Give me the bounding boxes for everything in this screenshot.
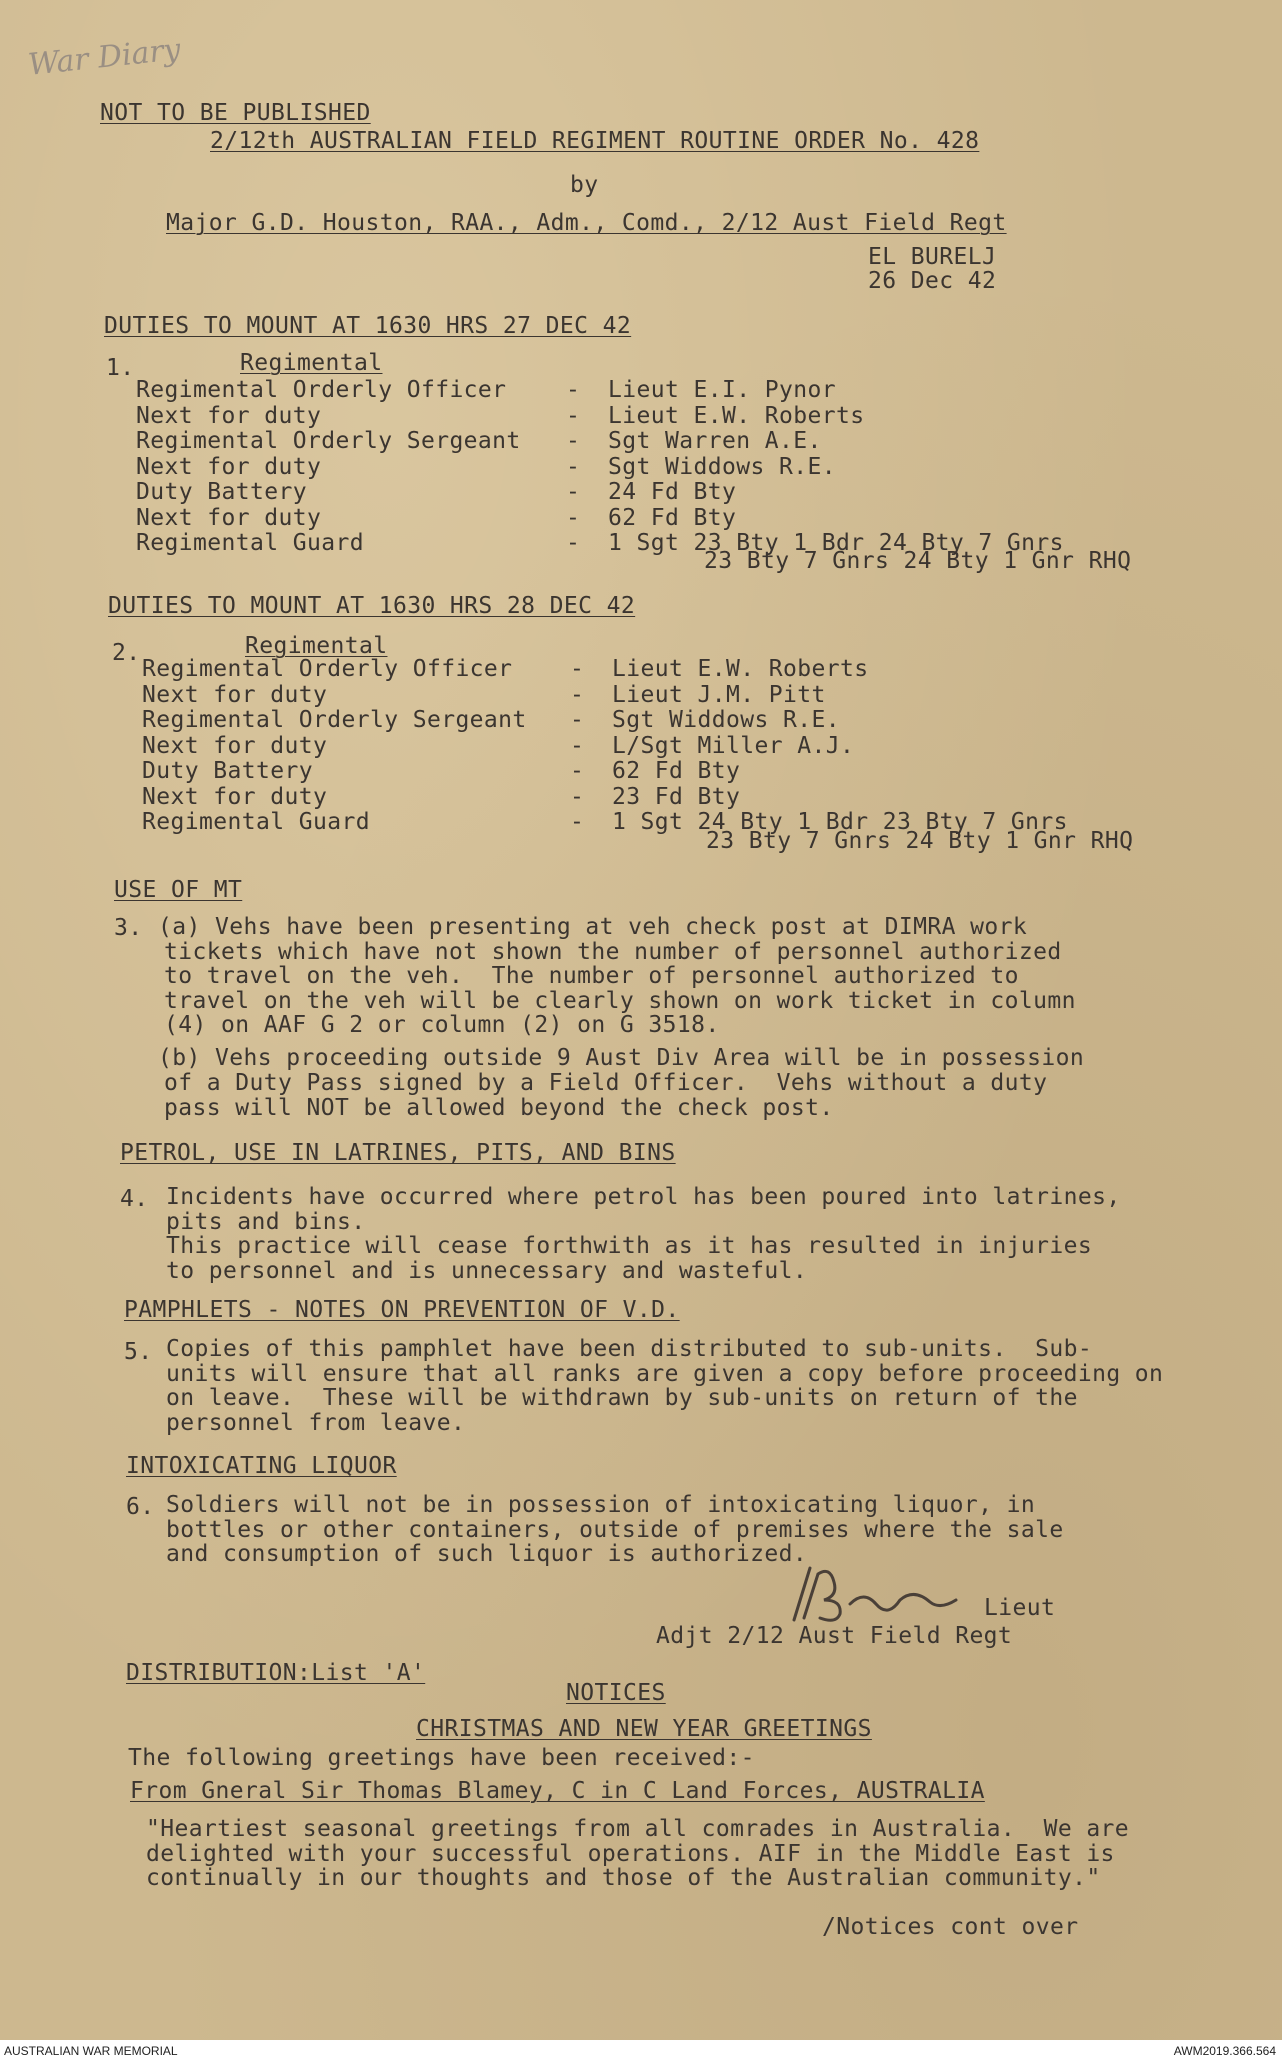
duty-label: Regimental Orderly Sergeant — [142, 707, 527, 733]
duty-guard-continuation: 23 Bty 7 Gnrs 24 Bty 1 Gnr RHQ — [706, 828, 1134, 854]
duty-label: Regimental Orderly Sergeant — [136, 428, 521, 454]
duty-dash: - — [566, 504, 581, 531]
paragraph-line: personnel from leave. — [166, 1409, 466, 1436]
footer-catalogue-number: AWM2019.366.564 — [1173, 2044, 1276, 2058]
duty-value: Lieut E.I. Pynor — [608, 377, 836, 403]
duties-27-heading: DUTIES TO MOUNT AT 1630 HRS 27 DEC 42 — [104, 313, 632, 339]
duty-label: Next for duty — [136, 504, 322, 531]
duties-27-number: 1. — [106, 355, 135, 381]
paragraph-line: Incidents have occurred where petrol has been poured into latrines, — [166, 1184, 1121, 1210]
duty-label: Next for duty — [136, 453, 322, 480]
notices-intro: The following greetings have been received:- — [128, 1745, 755, 1771]
paragraph-line: "Heartiest seasonal greetings from all comrades in Australia. We are — [146, 1816, 1130, 1842]
duty-dash: - — [566, 530, 581, 556]
liquor-heading: INTOXICATING LIQUOR — [126, 1453, 397, 1479]
duties-28-heading: DUTIES TO MOUNT AT 1630 HRS 28 DEC 42 — [108, 593, 636, 619]
duty-guard-continuation: 23 Bty 7 Gnrs 24 Bty 1 Gnr RHQ — [704, 548, 1132, 574]
use-of-mt-number: 3. — [114, 915, 143, 941]
duty-label: Regimental Guard — [142, 809, 370, 835]
duty-label: Duty Battery — [136, 479, 307, 505]
paragraph-line: pits and bins. — [166, 1208, 366, 1235]
liquor-number: 6. — [126, 1494, 155, 1520]
duty-dash: - — [566, 428, 581, 454]
handwritten-note: War Diary — [26, 32, 183, 83]
duty-value: 24 Fd Bty — [608, 479, 737, 505]
duty-label: Next for duty — [136, 402, 322, 429]
duty-dash: - — [570, 758, 585, 784]
duty-value: 1 Sgt 23 Bty 1 Bdr 24 Bty 7 Gnrs — [608, 530, 1064, 556]
paragraph-line: bottles or other containers, outside of premises where the sale — [166, 1516, 1064, 1543]
paragraph-line: (a) Vehs have been presenting at veh check post at DIMRA work — [158, 914, 1028, 940]
petrol-number: 4. — [120, 1186, 149, 1212]
duties-27-subheading: Regimental — [240, 350, 383, 376]
petrol-heading: PETROL, USE IN LATRINES, PITS, AND BINS — [120, 1140, 676, 1166]
duty-dash: - — [570, 732, 585, 759]
duty-value: 62 Fd Bty — [612, 758, 741, 784]
duty-value: Sgt Warren A.E. — [608, 428, 822, 454]
archive-footer — [0, 2040, 1282, 2061]
duty-value: Sgt Widdows R.E. — [612, 707, 840, 733]
use-of-mt-heading: USE OF MT — [114, 877, 243, 903]
duty-dash: - — [566, 402, 581, 429]
duty-label: Next for duty — [142, 783, 328, 810]
pamphlets-heading: PAMPHLETS - NOTES ON PREVENTION OF V.D. — [124, 1297, 680, 1323]
duty-value: Sgt Widdows R.E. — [608, 453, 836, 480]
date: 26 Dec 42 — [868, 268, 997, 294]
duty-dash: - — [570, 809, 585, 835]
paragraph-line: This practice will cease forthwith as it has resulted in injuries — [166, 1233, 1093, 1259]
distribution: DISTRIBUTION:List 'A' — [126, 1660, 426, 1686]
duty-dash: - — [566, 453, 581, 480]
paragraph-line: units will ensure that all ranks are given a copy before proceeding on — [166, 1360, 1164, 1387]
footer-institution: AUSTRALIAN WAR MEMORIAL — [4, 2044, 178, 2058]
signature-scribble — [780, 1560, 980, 1630]
paragraph-line: continually in our thoughts and those of the Australian community." — [146, 1865, 1101, 1891]
not-to-be-published: NOT TO BE PUBLISHED — [100, 100, 371, 126]
duty-value: Lieut E.W. Roberts — [612, 656, 869, 682]
place: EL BURELJ — [868, 244, 997, 270]
paragraph-line: travel on the veh will be clearly shown on work ticket in column — [164, 987, 1076, 1014]
duty-value: Lieut J.M. Pitt — [612, 681, 826, 708]
duty-dash: - — [570, 656, 585, 682]
duty-dash: - — [570, 681, 585, 708]
author-line: Major G.D. Houston, RAA., Adm., Comd., 2/12 Aust Field Regt — [166, 210, 1007, 236]
paragraph-line: to travel on the veh. The number of personnel authorized to — [164, 963, 1019, 990]
signoff-rank: Lieut — [984, 1595, 1056, 1621]
notices-cont: /Notices cont over — [822, 1914, 1079, 1940]
paragraph-line: and consumption of such liquor is authorized. — [166, 1541, 808, 1567]
duty-value: Lieut E.W. Roberts — [608, 402, 865, 429]
duty-dash: - — [566, 377, 581, 403]
pamphlets-number: 5. — [124, 1339, 153, 1365]
paragraph-line: (b) Vehs proceeding outside 9 Aust Div Area will be in possession — [158, 1045, 1085, 1071]
greeting-from: From Gneral Sir Thomas Blamey, C in C Land Forces, AUSTRALIA — [130, 1778, 985, 1804]
duty-value: 23 Fd Bty — [612, 783, 741, 810]
duties-28-number: 2. — [112, 640, 141, 666]
paragraph-line: tickets which have not shown the number of personnel authorized — [164, 938, 1062, 965]
duty-label: Regimental Orderly Officer — [136, 377, 507, 403]
duty-dash: - — [570, 707, 585, 733]
duty-value: 1 Sgt 24 Bty 1 Bdr 23 Bty 7 Gnrs — [612, 809, 1068, 835]
duty-label: Next for duty — [142, 681, 328, 708]
duty-value: L/Sgt Miller A.J. — [612, 732, 855, 759]
notices-heading: NOTICES — [566, 1680, 666, 1706]
notices-subheading: CHRISTMAS AND NEW YEAR GREETINGS — [416, 1716, 872, 1742]
paragraph-line: to personnel and is unnecessary and wasteful. — [166, 1257, 808, 1284]
paragraph-line: delighted with your successful operations. AIF in the Middle East is — [146, 1840, 1115, 1867]
paragraph-line: (4) on AAF G 2 or column (2) on G 3518. — [164, 1012, 720, 1039]
paragraph-line: on leave. These will be withdrawn by sub-units on return of the — [166, 1385, 1078, 1411]
signoff-role: Adjt 2/12 Aust Field Regt — [656, 1623, 1013, 1649]
by-line: by — [570, 172, 599, 198]
duties-28-subheading: Regimental — [245, 633, 388, 659]
duty-label: Duty Battery — [142, 758, 313, 784]
duty-label: Next for duty — [142, 732, 328, 759]
paragraph-line: Copies of this pamphlet have been distributed to sub-units. Sub- — [166, 1336, 1093, 1362]
duty-value: 62 Fd Bty — [608, 504, 737, 531]
duty-dash: - — [566, 479, 581, 505]
paragraph-line: of a Duty Pass signed by a Field Officer. Vehs without a duty — [164, 1070, 1048, 1096]
paragraph-line: pass will NOT be allowed beyond the check post. — [164, 1095, 834, 1121]
duty-label: Regimental Orderly Officer — [142, 656, 513, 682]
order-title: 2/12th AUSTRALIAN FIELD REGIMENT ROUTINE ORDER No. 428 — [210, 128, 980, 154]
duty-label: Regimental Guard — [136, 530, 364, 556]
duty-dash: - — [570, 783, 585, 810]
paragraph-line: Soldiers will not be in possession of intoxicating liquor, in — [166, 1492, 1036, 1518]
